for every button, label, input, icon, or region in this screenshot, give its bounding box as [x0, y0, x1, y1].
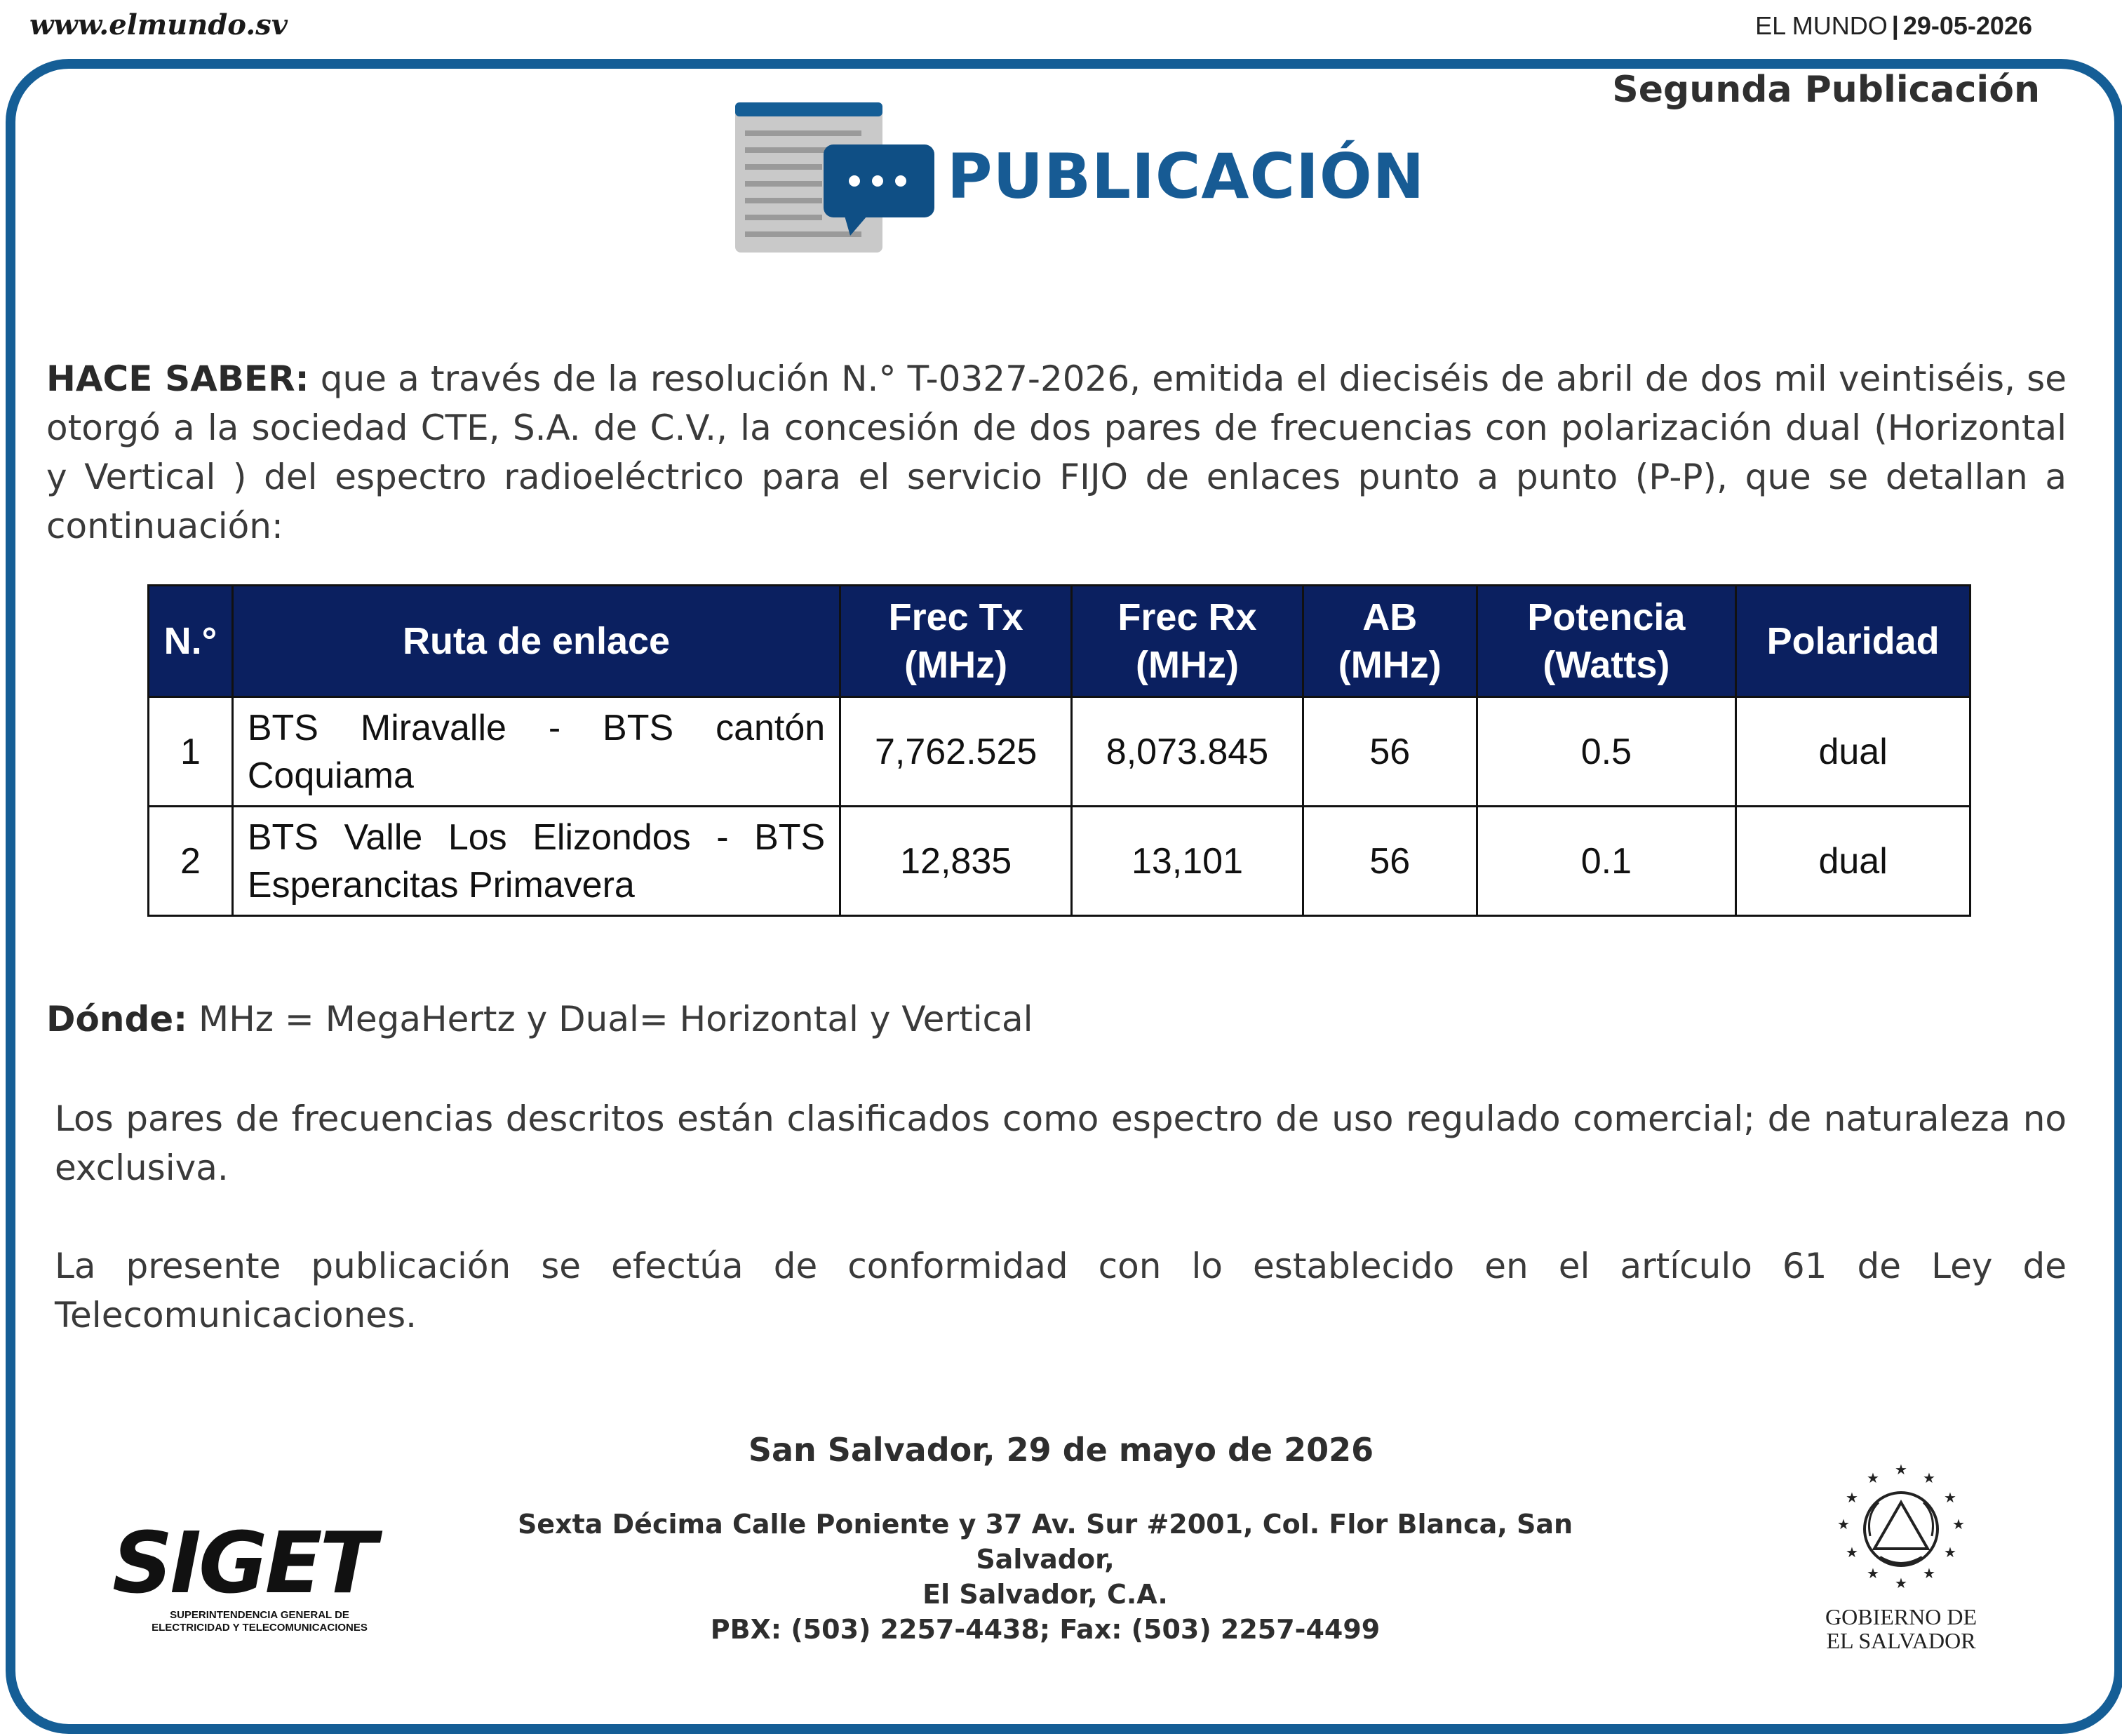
header-tx-line1: Frec Tx [888, 596, 1023, 638]
header-route: Ruta de enlace [232, 586, 840, 697]
publication-label: Segunda Publicación [1612, 69, 2040, 111]
intro-text: que a través de la resolución N.° T-0327-2026, emitida el dieciséis de abril de dos mil veintiséis, se otorgó a la sociedad CTE, S.A. de C.V., la concesión de dos pares de frecuencias con polarización dual (Horizontal y Vertical ) del espectro radioeléctrico para el servicio FIJO de enlaces punto a punto (P-P), que se detallan a continuación: [46, 358, 2067, 546]
cell-route: BTS Miravalle - BTS cantón Coquiama [232, 697, 840, 807]
header-rx-line2: (MHz) [1135, 644, 1239, 686]
header-power-line1: Potencia [1527, 596, 1686, 638]
header-tx [840, 586, 1072, 697]
svg-text:★: ★ [1837, 1516, 1850, 1533]
intro-lead: HACE SABER: [46, 358, 309, 399]
cell-ab: 56 [1303, 807, 1477, 916]
siget-subtitle-line-2: ELECTRICIDAD Y TELECOMUNICACIONES [152, 1622, 368, 1634]
cell-power: 0.1 [1477, 807, 1736, 916]
svg-text:★: ★ [1923, 1565, 1935, 1582]
cell-polarity: dual [1736, 807, 1970, 916]
table-row [149, 697, 1970, 807]
svg-text:★: ★ [1952, 1516, 1965, 1533]
svg-text:★: ★ [1867, 1565, 1879, 1582]
header-tx-line2: (MHz) [904, 644, 1008, 686]
cell-route: BTS Valle Los Elizondos - BTS Esperancitas Primavera [232, 807, 840, 916]
siget-subtitle-line-1: SUPERINTENDENCIA GENERAL DE [170, 1609, 349, 1621]
svg-text:★: ★ [1895, 1461, 1907, 1478]
masthead-date [1755, 11, 2032, 41]
svg-text:★: ★ [1944, 1489, 1956, 1506]
coat-of-arms-icon [1831, 1459, 1971, 1599]
government-text [1796, 1605, 2006, 1653]
document-chat-icon [727, 98, 937, 257]
phone-line: PBX: (503) 2257-4438; Fax: (503) 2257-4499 [710, 1614, 1381, 1645]
cell-rx: 13,101 [1072, 807, 1303, 916]
header-ab-line1: AB [1362, 596, 1418, 638]
classification-paragraph: Los pares de frecuencias descritos están clasificados como espectro de uso regulado comercial; de naturaleza no exclusiva. [55, 1098, 2067, 1188]
government-text-line-1: GOBIERNO DE [1825, 1604, 1977, 1629]
cell-power: 0.5 [1477, 697, 1736, 807]
masthead-date-value: 29-05-2026 [1902, 11, 2032, 40]
svg-text:★: ★ [1846, 1489, 1858, 1506]
legal-basis-paragraph: La presente publicación se efectúa de conformidad con lo establecido en el artículo 61 de Ley de Telecomunicaciones. [55, 1246, 2067, 1335]
header-polarity: Polaridad [1736, 586, 1970, 697]
svg-text:★: ★ [1867, 1469, 1879, 1486]
table-header-row [149, 586, 1970, 697]
header-ab [1303, 586, 1477, 697]
address-line-2: El Salvador, C.A. [922, 1579, 1168, 1610]
header-ab-line2: (MHz) [1338, 644, 1442, 686]
siget-subtitle [112, 1609, 407, 1634]
header-power [1477, 586, 1736, 697]
masthead-site: www.elmundo.sv [29, 8, 288, 41]
siget-wordmark: SIGET [112, 1515, 375, 1613]
svg-text:★: ★ [1895, 1575, 1907, 1592]
header-rx-line1: Frec Rx [1117, 596, 1257, 638]
government-logo [1796, 1459, 2006, 1653]
header-power-line2: (Watts) [1543, 644, 1670, 686]
cell-num: 2 [149, 807, 233, 916]
svg-text:★: ★ [1846, 1544, 1858, 1561]
masthead-paper: EL MUNDO [1755, 11, 1888, 40]
address-block [449, 1507, 1641, 1647]
government-text-line-2: EL SALVADOR [1826, 1628, 1976, 1653]
address-line-1: Sexta Décima Calle Poniente y 37 Av. Sur #2001, Col. Flor Blanca, San Salvador, [517, 1509, 1573, 1575]
table-row [149, 807, 1970, 916]
frequency-table [147, 584, 1971, 917]
cell-num: 1 [149, 697, 233, 807]
city-date: San Salvador, 29 de mayo de 2026 [748, 1431, 1374, 1469]
svg-text:★: ★ [1923, 1469, 1935, 1486]
definitions-lead: Dónde: [46, 999, 188, 1039]
definitions-text: MHz = MegaHertz y Dual= Horizontal y Vertical [187, 999, 1033, 1039]
page-title: PUBLICACIÓN [947, 140, 1425, 213]
svg-text:★: ★ [1944, 1544, 1956, 1561]
siget-logo [112, 1515, 407, 1634]
definitions-paragraph [46, 995, 2067, 1044]
cell-ab: 56 [1303, 697, 1477, 807]
cell-tx: 7,762.525 [840, 697, 1072, 807]
header-num: N.° [149, 586, 233, 697]
header-rx [1072, 586, 1303, 697]
cell-tx: 12,835 [840, 807, 1072, 916]
cell-polarity: dual [1736, 697, 1970, 807]
intro-paragraph [46, 354, 2067, 551]
masthead-separator: | [1891, 11, 1899, 40]
cell-rx: 8,073.845 [1072, 697, 1303, 807]
